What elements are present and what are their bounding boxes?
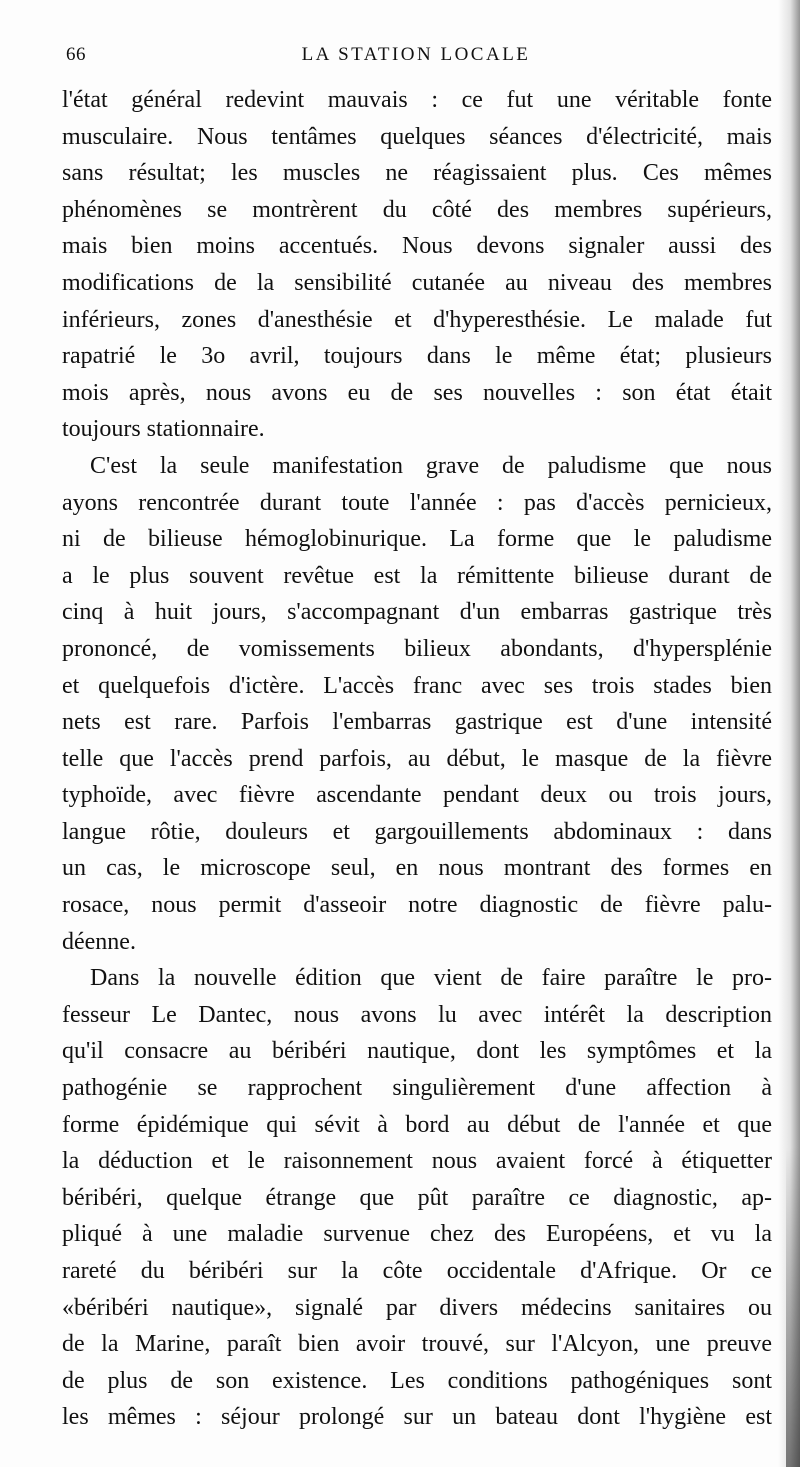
text-line: forme épidémique qui sévit à bord au début de l'année et que <box>62 1111 772 1138</box>
text-line: typhoïde, avec fièvre ascendante pendant deux ou trois jours, <box>62 782 772 809</box>
text-line: sans résultat; les muscles ne réagissaient plus. Ces mêmes <box>62 160 772 187</box>
paragraph <box>62 82 772 448</box>
text-line: pathogénie se rapprochent singulièrement d'une affection à <box>62 1075 772 1102</box>
text-line: et quelquefois d'ictère. L'accès franc avec ses trois stades bien <box>62 672 772 699</box>
paragraph <box>62 448 772 960</box>
text-line: de plus de son existence. Les conditions pathogéniques sont <box>62 1367 772 1394</box>
page-header <box>66 44 766 74</box>
text-line: phénomènes se montrèrent du côté des membres supérieurs, <box>62 196 772 223</box>
text-line: rapatrié le 3o avril, toujours dans le même état; plusieurs <box>62 343 772 370</box>
text-line: mais bien moins accentués. Nous devons signaler aussi des <box>62 233 772 260</box>
text-line: l'état général redevint mauvais : ce fut une véritable fonte <box>62 87 772 113</box>
text-line: la déduction et le raisonnement nous avaient forcé à étiquetter <box>62 1148 772 1175</box>
text-line: a le plus souvent revêtue est la rémittente bilieuse durant de <box>62 562 772 589</box>
text-line: inférieurs, zones d'anesthésie et d'hyperesthésie. Le malade fut <box>62 306 772 333</box>
text-line: pliqué à une maladie survenue chez des Européens, et vu la <box>62 1221 772 1248</box>
text-line: cinq à huit jours, s'accompagnant d'un embarras gastrique très <box>62 599 772 626</box>
text-line: prononcé, de vomissements bilieux abondants, d'hypersplénie <box>62 635 772 662</box>
text-line: rosace, nous permit d'asseoir notre diagnostic de fièvre palu- <box>62 892 772 919</box>
body-text <box>62 82 772 1436</box>
text-line: langue rôtie, douleurs et gargouillements abdominaux : dans <box>62 818 772 845</box>
text-line: «béribéri nautique», signalé par divers médecins sanitaires ou <box>62 1294 772 1321</box>
text-line: ayons rencontrée durant toute l'année : pas d'accès pernicieux, <box>62 489 772 516</box>
text-line: déenne. <box>62 928 136 955</box>
page-number: 66 <box>66 44 86 65</box>
text-line: un cas, le microscope seul, en nous montrant des formes en <box>62 855 772 882</box>
text-line: les mêmes : séjour prolongé sur un bateau dont l'hygiène est <box>62 1404 772 1431</box>
text-line: ni de bilieuse hémoglobinurique. La forme que le paludisme <box>62 526 772 553</box>
text-line: béribéri, quelque étrange que pût paraître ce diagnostic, ap- <box>62 1184 772 1211</box>
text-line: nets est rare. Parfois l'embarras gastrique est d'une intensité <box>62 709 772 736</box>
text-line: telle que l'accès prend parfois, au début, le masque de la fièvre <box>62 745 772 772</box>
text-line: Dans la nouvelle édition que vient de faire paraître le pro- <box>90 965 772 992</box>
text-line: mois après, nous avons eu de ses nouvelles : son état était <box>62 379 772 406</box>
text-line: toujours stationnaire. <box>62 416 265 443</box>
text-line: qu'il consacre au béribéri nautique, dont les symptômes et la <box>62 1038 772 1065</box>
text-line: modifications de la sensibilité cutanée au niveau des membres <box>62 269 772 296</box>
text-line: musculaire. Nous tentâmes quelques séances d'électricité, mais <box>62 123 772 150</box>
running-title: LA STATION LOCALE <box>301 44 531 65</box>
page-edge-shadow-bottom <box>786 1147 800 1467</box>
text-line: C'est la seule manifestation grave de paludisme que nous <box>90 452 772 479</box>
paragraph <box>62 960 772 1436</box>
text-line: de la Marine, paraît bien avoir trouvé, sur l'Alcyon, une preuve <box>62 1331 772 1358</box>
text-line: rareté du béribéri sur la côte occidentale d'Afrique. Or ce <box>62 1258 772 1284</box>
text-line: fesseur Le Dantec, nous avons lu avec intérêt la description <box>62 1001 772 1028</box>
